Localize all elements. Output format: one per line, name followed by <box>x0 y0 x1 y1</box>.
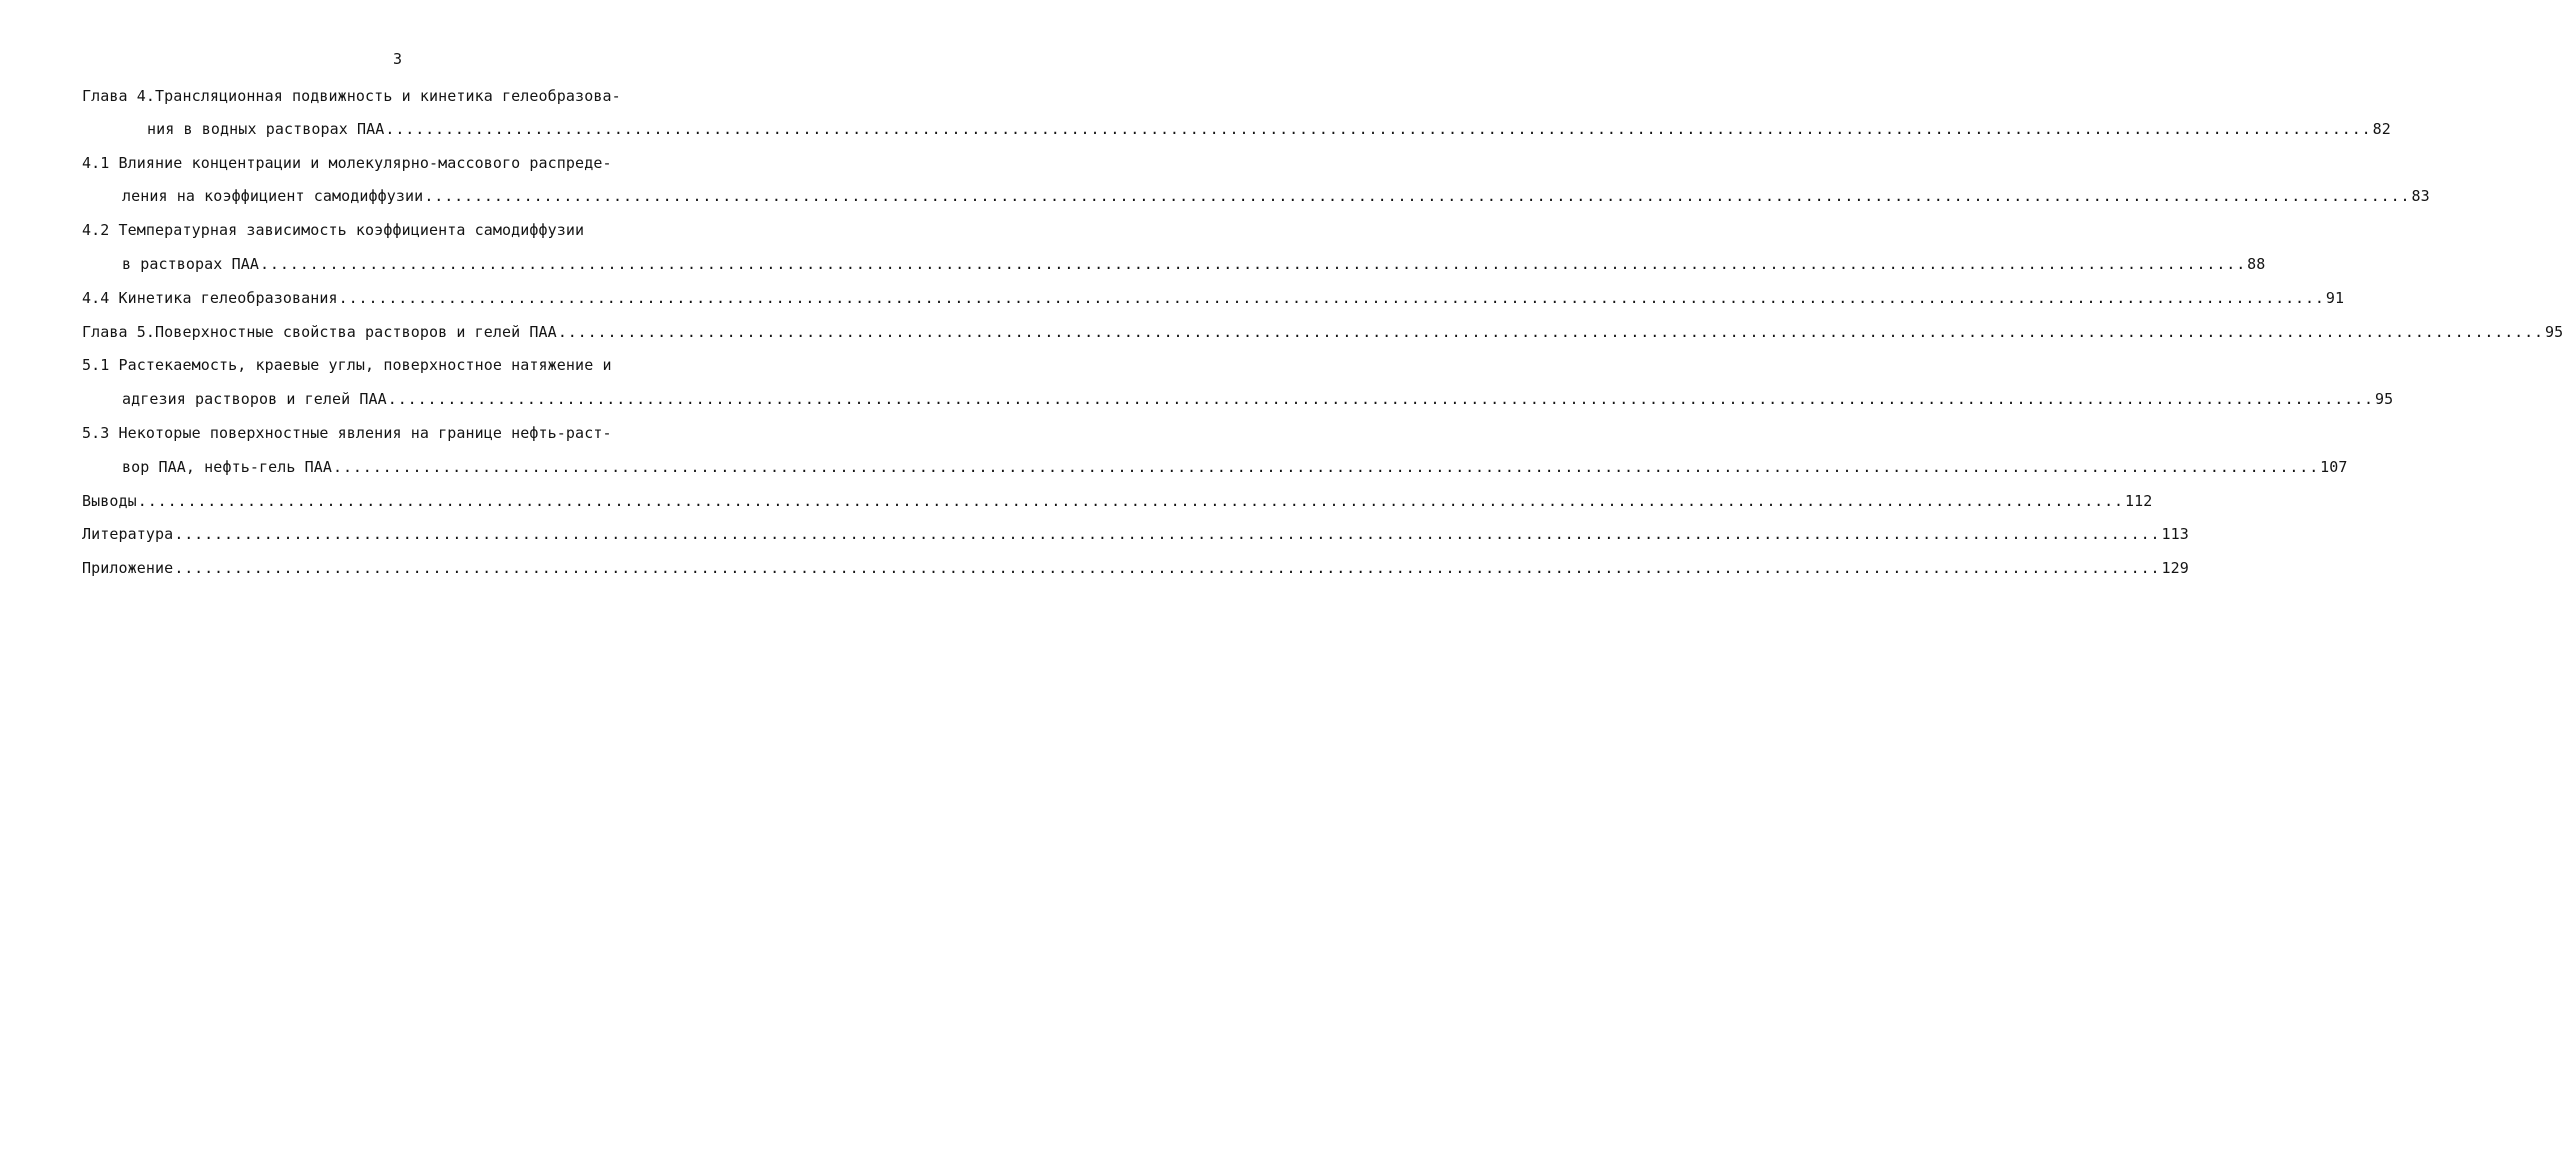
toc-entry <box>122 455 2348 479</box>
toc-entry-text: вор ПАА, нефть-гель ПАА <box>122 458 333 476</box>
toc-entry <box>82 522 2189 546</box>
leader-dots: ........................................................................................................................................................................................................ <box>174 525 2161 543</box>
toc-page-number: 95 <box>2374 390 2394 408</box>
toc-page-number: 82 <box>2372 120 2391 138</box>
leader-dots: ........................................................................................................................................................................................................ <box>338 289 2325 307</box>
toc-page-number: 107 <box>2320 458 2348 476</box>
leader-dots: ........................................................................................................................................................................................................ <box>137 492 2124 510</box>
leader-dots: ........................................................................................................................................................................................................ <box>259 255 2247 273</box>
toc-page-number: 113 <box>2161 525 2189 543</box>
toc-page-number: 129 <box>2161 559 2189 577</box>
toc-page-number: 83 <box>2411 187 2430 205</box>
toc-entry <box>122 184 2430 208</box>
toc-entry-text: 5.3 Некоторые поверхностные явления на границе нефть-раст- <box>82 424 612 442</box>
toc-entry-text: Приложение <box>82 559 174 577</box>
leader-dots: ........................................................................................................................................................................................................ <box>424 187 2411 205</box>
toc-entry-text: адгезия растворов и гелей ПАА <box>122 390 387 408</box>
toc-entry <box>82 556 2189 580</box>
toc-entry-text: 4.1 Влияние концентрации и молекулярно-массового распреде- <box>82 154 612 172</box>
toc-entry-text: 4.2 Температурная зависимость коэффициента самодиффузии <box>82 221 585 239</box>
toc-page-number: 91 <box>2325 289 2345 307</box>
toc-entry <box>82 320 2563 344</box>
page-number: 3 <box>392 50 403 68</box>
toc-page-number: 88 <box>2247 255 2266 273</box>
toc-entry-text: Глава 5.Поверхностные свойства растворов и гелей ПАА <box>82 323 557 341</box>
leader-dots: ........................................................................................................................................................................................................ <box>174 559 2161 577</box>
leader-dots: ........................................................................................................................................................................................................ <box>387 390 2374 408</box>
toc-entry <box>82 489 2153 513</box>
toc-entry-text: Глава 4.Трансляционная подвижность и кинетика гелеобразова- <box>82 87 621 105</box>
leader-dots: ........................................................................................................................................................................................................ <box>385 120 2372 138</box>
toc-entry-text: ния в водных растворах ПАА <box>147 120 385 138</box>
leader-dots: ........................................................................................................................................................................................................ <box>557 323 2544 341</box>
toc-page-number: 112 <box>2124 492 2153 510</box>
toc-entry <box>82 286 2345 310</box>
toc-entry <box>147 117 2391 141</box>
toc-entry <box>122 252 2266 276</box>
leader-dots: ........................................................................................................................................................................................................ <box>333 458 2320 476</box>
toc-entry-text: ления на коэффициент самодиффузии <box>122 187 424 205</box>
toc-entry-text: Выводы <box>82 492 137 510</box>
toc-entry-text: в растворах ПАА <box>122 255 259 273</box>
toc-entry <box>122 387 2394 411</box>
toc-entry-text: 4.4 Кинетика гелеобразования <box>82 289 338 307</box>
toc-entry-text: 5.1 Растекаемость, краевые углы, поверхностное натяжение и <box>82 356 612 374</box>
toc-page-number: 95 <box>2544 323 2563 341</box>
toc-entry-text: Литература <box>82 525 174 543</box>
